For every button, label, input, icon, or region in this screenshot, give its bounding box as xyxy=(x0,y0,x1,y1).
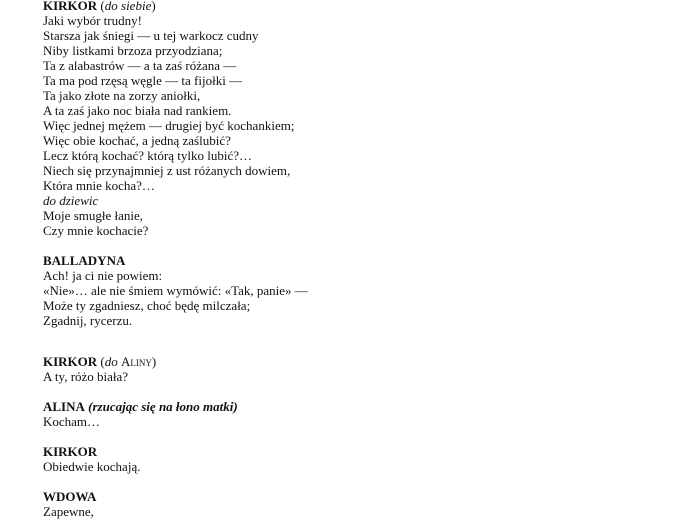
speaker-line xyxy=(43,399,683,414)
speaker-name: BALLADYNA xyxy=(43,253,126,268)
stage-direction: do siebie xyxy=(104,0,152,13)
verse-line: A ta zaś jako noc biała nad rankiem. xyxy=(43,103,232,118)
stage-direction-name: Aliny xyxy=(121,354,152,369)
spacer xyxy=(43,238,683,253)
verse-line: Więc jednej mężem — drugiej być kochankiem; xyxy=(43,118,295,133)
verse-line: Starsza jak śniegi — u tej warkocz cudny xyxy=(43,28,259,43)
verse-line: Która mnie kocha?… xyxy=(43,178,155,193)
verse-line: Ta z alabastrów — a ta zaś różana — xyxy=(43,58,237,73)
verse-line: Zapewne, xyxy=(43,504,94,519)
verse-line: Ach! ja ci nie powiem: xyxy=(43,268,163,283)
stage-direction-prefix: do xyxy=(104,354,122,369)
paren-close: ) xyxy=(151,354,157,369)
verse-line: Kocham… xyxy=(43,414,101,429)
verse-line: Ta ma pod rzęsą węgle — ta fijołki — xyxy=(43,73,243,88)
stage-direction: rzucając się na łono matki xyxy=(92,399,234,414)
verse-line: Jaki wybór trudny! xyxy=(43,13,142,28)
drama-page xyxy=(43,0,683,519)
paren-close: ) xyxy=(233,399,238,414)
speaker-name: KIRKOR xyxy=(43,444,98,459)
paren-open: ( xyxy=(88,399,93,414)
paren-close: ) xyxy=(151,0,156,13)
verse-line: A ty, różo biała? xyxy=(43,369,129,384)
verse-line: Niech się przynajmniej z ust różanych dowiem, xyxy=(43,163,291,178)
spacer xyxy=(43,474,683,489)
verse-line: «Nie»… ale nie śmiem wymówić: «Tak, panie» — xyxy=(43,283,308,298)
verse-line: Niby listkami brzoza przyodziana; xyxy=(43,43,223,58)
speaker-name: KIRKOR xyxy=(43,0,98,13)
spacer xyxy=(43,429,683,444)
verse-line: Zgadnij, rycerzu. xyxy=(43,313,133,328)
stage-direction: do dziewic xyxy=(43,193,99,208)
verse-line: Może ty zgadniesz, choć będę milczała; xyxy=(43,298,251,313)
speaker-name: KIRKOR xyxy=(43,354,98,369)
spacer xyxy=(43,384,683,399)
verse-line: Ta jako złote na zorzy aniołki, xyxy=(43,88,201,103)
paren-open: ( xyxy=(100,354,105,369)
verse-line: Lecz którą kochać? którą tylko lubić?… xyxy=(43,148,252,163)
verse-line: Obiedwie kochają. xyxy=(43,459,141,474)
verse-line: Więc obie kochać, a jedną zaślubić? xyxy=(43,133,231,148)
speaker-name: WDOWA xyxy=(43,489,97,504)
speaker-line xyxy=(43,0,683,13)
verse-line: Moje smugłe łanie, xyxy=(43,208,144,223)
spacer xyxy=(43,328,683,354)
speaker-line xyxy=(43,354,683,369)
paren-open: ( xyxy=(100,0,105,13)
speaker-name: ALINA xyxy=(43,399,85,414)
verse-line: Czy mnie kochacie? xyxy=(43,223,149,238)
